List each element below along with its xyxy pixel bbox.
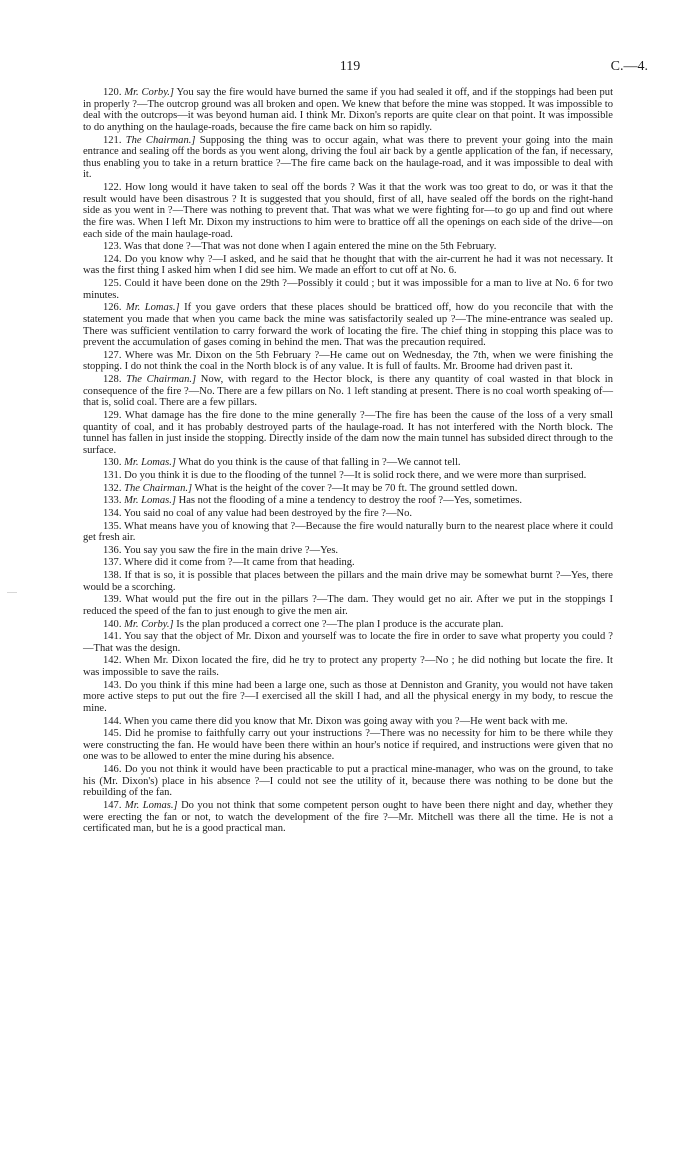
question-answer-text: Did he promise to faithfully carry out your instructions ?—There was no necessity for him to be there while they were constructing the fan. He would have been there within an hour's notice if required, and instructions were given that no one was to be allowed to enter the mine during his absence. [83, 728, 614, 763]
speaker-label: Mr. Lomas.] [124, 799, 178, 811]
question-answer-text: You say the fire would have burned the same if you had sealed it off, and if the stoppings had been put in properly ?—The outcrop ground was all broken and open. We knew that before the mine was stopped. It was impossible to deal with the outcrops—it was beyond human aid. I think Mr. Dixon's reports are quite clear on that point. It was impossible to do anything on the haulage-roads, because the fire came back on him so rapidly. [83, 87, 613, 133]
question-answer-text: Do you not think that some competent person ought to have been there night and day, whether they were erecting the fan or not, to watch the development of the fire ?—Mr. Mitchell was there all the time. He is not a certificated man, but he is a good practical man. [83, 799, 613, 835]
question-answer-text: You say that the object of Mr. Dixon and yourself was to locate the fire in order to save what property you could ?—That was the design. [83, 631, 613, 654]
question-number: 126. [103, 302, 122, 314]
testimony-paragraph [83, 728, 613, 763]
evidence-body [83, 87, 613, 835]
question-answer-text: Do you know why ?—I asked, and he said that he thought that with the air-current he had it was not necessary. It was the first thing I asked him when I did see him. We made an effort to cut off at No. 6. [83, 253, 613, 277]
question-answer-text: When you came there did you know that Mr. Dixon was going away with you ?—He went back with me. [123, 715, 568, 727]
margin-mark [7, 592, 17, 593]
testimony-paragraph [83, 254, 613, 277]
question-number: 140. [103, 618, 122, 630]
question-answer-text: When Mr. Dixon located the fire, did he try to protect any property ?—No ; he did nothing but locate the fire. It was impossible to save the rails. [83, 655, 613, 678]
speaker-label: Mr. Lomas.] [124, 457, 176, 469]
question-number: 137. [103, 557, 122, 569]
question-number: 143. [103, 679, 122, 691]
question-number: 129. [103, 409, 122, 421]
question-answer-text: If that is so, it is possible that places between the pillars and the main drive may be somewhat burnt ?—Yes, there would be a scorching. [83, 570, 613, 593]
question-number: 134. [103, 507, 122, 519]
testimony-paragraph [83, 470, 613, 482]
testimony-paragraph [83, 350, 613, 373]
question-number: 138. [103, 570, 122, 581]
question-number: 131. [103, 470, 122, 481]
question-number: 120. [103, 87, 122, 98]
question-number: 139. [103, 594, 122, 606]
question-answer-text: Where was Mr. Dixon on the 5th February ?—He came out on Wednesday, the 7th, when we were finishing the stopping. I do not think the coal in the North block is of any value. It is full of faults. Mr. Broome had driven past it. [83, 349, 614, 373]
testimony-paragraph [83, 278, 613, 301]
testimony-paragraph [83, 545, 613, 557]
speaker-label: Mr. Lomas.] [124, 495, 176, 507]
question-answer-text: Is the plan produced a correct one ?—The plan I produce is the accurate plan. [176, 618, 504, 630]
testimony-paragraph [83, 483, 613, 495]
question-number: 141. [103, 631, 122, 643]
question-answer-text: Supposing the thing was to occur again, what was there to prevent your going into the main entrance and sealing off the bords as you went along, driving the foul air back by a gentle application of the fan, if necessary, thus enabling you to take in a return brattice ?—The fire came back on the haulage-road, and it was impossible to deal with it. [83, 134, 614, 181]
testimony-paragraph [83, 680, 613, 715]
question-number: 123. [103, 241, 122, 253]
question-answer-text: What means have you of knowing that ?—Because the fire would naturally burn to the nearest place where it could get fresh air. [83, 520, 613, 544]
question-answer-text: You said no coal of any value had been destroyed by the fire ?—No. [123, 507, 413, 519]
question-answer-text: If you gave orders that these places should be bratticed off, how do you reconcile that with the statement you made that when you came back the mine was satisfactorily sealed up ?—The mine-entrance was sealed up. There was sufficient ventilation to carry forward the work of locating the fire. The chief thing in stopping this place was to prevent the accumulation of gases coming in behind the men. That was the precaution required. [83, 302, 613, 349]
testimony-paragraph [83, 457, 613, 469]
question-answer-text: Do you not think it would have been practicable to put a practical mine-manager, who was on the ground, to take his (Mr. Dixon's) place in his absence ?—I could not see the utility of it, because there was nothing to be done but the rebuilding of the fan. [83, 764, 614, 799]
testimony-paragraph [83, 655, 613, 678]
question-number: 133. [103, 495, 122, 507]
testimony-paragraph [83, 182, 613, 240]
question-answer-text: You say you saw the fire in the main drive ?—Yes. [123, 544, 339, 556]
testimony-paragraph [83, 521, 613, 544]
testimony-paragraph [83, 374, 613, 409]
question-number: 121. [103, 134, 122, 146]
question-number: 125. [103, 278, 122, 289]
speaker-label: The Chairman.] [125, 134, 196, 146]
question-answer-text: How long would it have taken to seal off the bords ? Was it that the work was too great to do, or was it that the result would have been disastrous ? It is suggested that you should, first of all, have sealed off the bords on the right-hand side as you went in ?—There was nothing to prevent that. That was what we were fighting for—to go up and find out where the fire was. When I left Mr. Dixon my instructions to him were to brattice off all the openings on each side of the drive—on each side of the main haulage-road. [83, 182, 613, 240]
question-answer-text: Has not the flooding of a mine a tendency to destroy the roof ?—Yes, sometimes. [178, 495, 523, 507]
question-answer-text: What do you think is the cause of that falling in ?—We cannot tell. [178, 457, 461, 469]
question-answer-text: Do you think if this mine had been a large one, such as those at Denniston and Granity, you would not have taken more active steps to put out the fire ?—I exercised all the skill I had, and all the physical energy in my body, to rescue the mine. [83, 679, 613, 714]
question-number: 124. [103, 253, 122, 265]
question-number: 132. [103, 482, 122, 494]
question-answer-text: Was that done ?—That was not done when I again entered the mine on the 5th February. [123, 241, 497, 253]
testimony-paragraph [83, 570, 613, 593]
question-number: 147. [103, 799, 122, 811]
question-answer-text: Now, with regard to the Hector block, is there any quantity of coal wasted in that block in consequence of the fire ?—No. There are a few pillars on No. 1 left standing at present. There is no coal worth speaking of—that is, solid coal. There are a few pillars. [83, 374, 613, 409]
page-number: 119 [339, 59, 361, 74]
testimony-paragraph [83, 716, 613, 728]
testimony-paragraph [83, 619, 613, 631]
speaker-label: Mr. Lomas.] [125, 302, 180, 314]
testimony-paragraph [83, 410, 613, 457]
question-number: 128. [103, 374, 122, 385]
testimony-paragraph [83, 87, 613, 134]
question-answer-text: What damage has the fire done to the mine generally ?—The fire has been the cause of the loss of a very small quantity of coal, and it has probably destroyed parts of the haulage-road. It has not interfered with the North block. The tunnel has fallen in just inside the stopping. Directly inside of the dam now the main tunnel has subsided direct through to the surface. [83, 409, 613, 456]
question-number: 146. [103, 764, 122, 775]
testimony-paragraph [83, 495, 613, 507]
speaker-label: Mr. Corby.] [124, 618, 174, 630]
question-number: 127. [103, 349, 122, 361]
question-answer-text: Where did it come from ?—It came from that heading. [123, 557, 355, 569]
testimony-paragraph [83, 557, 613, 569]
testimony-paragraph [83, 241, 613, 253]
testimony-paragraph [83, 631, 613, 654]
question-number: 135. [103, 520, 122, 532]
testimony-paragraph [83, 764, 613, 799]
paper-code: C.—4. [610, 59, 648, 74]
question-number: 130. [103, 457, 122, 469]
question-answer-text: What would put the fire out in the pillars ?—The dam. They would get no air. After we put in the stoppings I reduced the speed of the fan to just enough to give the men air. [83, 594, 613, 617]
question-number: 145. [103, 728, 122, 740]
question-answer-text: Do you think it is due to the flooding of the tunnel ?—It is solid rock there, and we were more than surprised. [124, 470, 587, 481]
question-number: 122. [103, 182, 122, 193]
speaker-label: The Chairman.] [124, 482, 193, 494]
question-number: 142. [103, 655, 122, 667]
testimony-paragraph [83, 594, 613, 617]
testimony-paragraph [83, 800, 613, 835]
testimony-paragraph [83, 508, 613, 520]
question-number: 144. [103, 715, 122, 727]
question-number: 136. [103, 544, 122, 556]
speaker-label: The Chairman.] [126, 374, 197, 385]
testimony-paragraph [83, 135, 613, 182]
question-answer-text: Could it have been done on the 29th ?—Possibly it could ; but it was impossible for a man to live at No. 6 for two minutes. [83, 278, 613, 301]
testimony-paragraph [83, 302, 613, 349]
speaker-label: Mr. Corby.] [124, 87, 175, 98]
question-answer-text: What is the height of the cover ?—It may be 70 ft. The ground settled down. [194, 482, 518, 494]
